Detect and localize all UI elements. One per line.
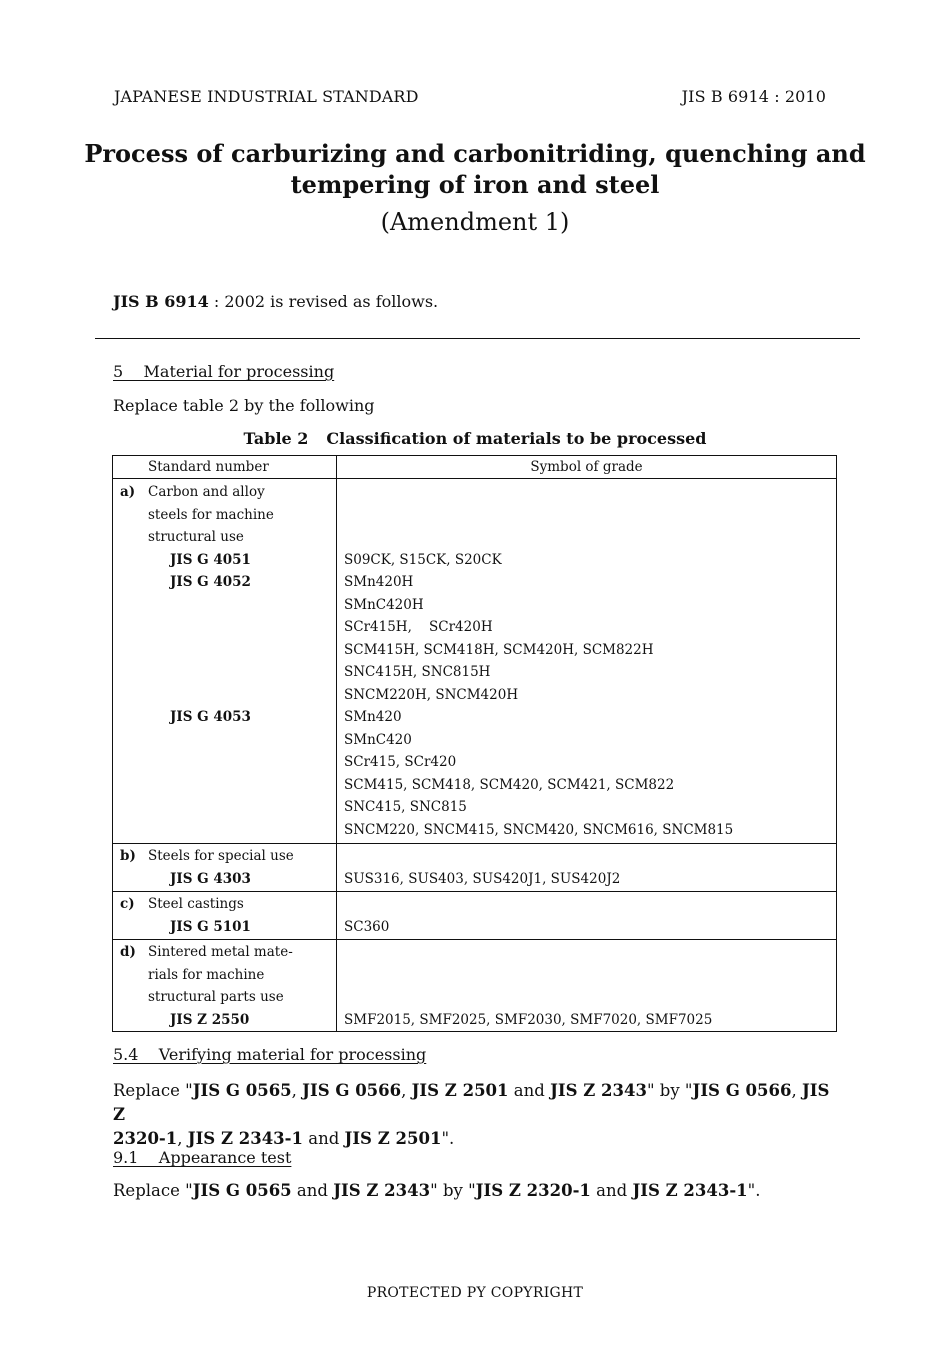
table-row-group-d: [113, 940, 837, 1032]
text-run: ,: [291, 1081, 303, 1100]
standard-ref: JIS G 0565: [192, 1081, 292, 1100]
group-a-desc-line: steels for machine: [148, 506, 274, 523]
text-run: and: [303, 1129, 345, 1148]
section-5-4-paragraph: [113, 1079, 838, 1151]
grade-symbols: SCr415, SCr420: [344, 754, 457, 770]
standard-jis-g-4051: JIS G 4051: [170, 551, 251, 568]
grade-symbols: SCM415H, SCM418H, SCM420H, SCM822H: [344, 641, 654, 658]
text-run: Replace ": [113, 1181, 193, 1200]
title-line-1: Process of carburizing and carbonitriding, quenching and: [84, 139, 866, 168]
title-line-2: tempering of iron and steel: [290, 170, 660, 199]
copyright-footer: PROTECTED PY COPYRIGHT: [366, 1285, 584, 1301]
header-standard-name: JAPANESE INDUSTRIAL STANDARD: [114, 87, 419, 106]
header-standard-code: JIS B 6914 : 2010: [681, 87, 826, 106]
section-9-1-paragraph: [113, 1181, 761, 1200]
grade-symbols: SNCM220, SNCM415, SNCM420, SNCM616, SNCM815: [344, 821, 734, 838]
table-caption-number: Table 2: [243, 429, 309, 448]
table-caption-text: Classification of materials to be processed: [326, 429, 707, 448]
text-run: " by ": [646, 1081, 693, 1100]
standard-ref: JIS Z 2501: [344, 1129, 442, 1148]
standard-ref: 2320-1: [113, 1129, 178, 1148]
group-c-desc: Steel castings: [148, 896, 244, 912]
table-row-group-a: [113, 479, 837, 844]
text-run: ,: [791, 1081, 802, 1100]
col-header-standard-number: Standard number: [113, 456, 337, 479]
intro-code: JIS B 6914: [113, 292, 209, 311]
col-header-symbol-of-grade: Symbol of grade: [337, 456, 837, 479]
grade-symbols: SMn420: [344, 709, 402, 725]
text-run: and: [590, 1181, 633, 1200]
standard-ref: JIS Z 2320-1: [475, 1181, 591, 1200]
section-5-heading: 5 Material for processing: [113, 362, 335, 381]
text-run: and: [508, 1081, 551, 1100]
text-run: ".: [441, 1129, 455, 1148]
grade-symbols: SUS316, SUS403, SUS420J1, SUS420J2: [344, 870, 621, 887]
grade-symbols: SNC415H, SNC815H: [344, 664, 491, 680]
standard-ref: JIS Z: [113, 1081, 830, 1124]
grade-symbols: SC360: [344, 918, 390, 935]
standard-jis-g-4053: JIS G 4053: [170, 709, 251, 725]
title-amendment: (Amendment 1): [380, 208, 570, 236]
section-5-text: Replace table 2 by the following: [113, 396, 375, 415]
grade-symbols: SMF2015, SMF2025, SMF2030, SMF7020, SMF7025: [344, 1011, 713, 1028]
text-run: Replace ": [113, 1081, 193, 1100]
standard-jis-g-4303: JIS G 4303: [170, 870, 251, 887]
text-run: ".: [747, 1181, 761, 1200]
standard-ref: JIS G 0565: [192, 1181, 292, 1200]
group-b-label: b): [120, 848, 136, 864]
grade-symbols: S09CK, S15CK, S20CK: [344, 551, 502, 568]
grade-symbols: SMnC420: [344, 731, 412, 748]
intro-paragraph: [113, 292, 438, 311]
standard-ref: JIS Z 2501: [411, 1081, 509, 1100]
section-5-4-heading: 5.4 Verifying material for processing: [113, 1045, 427, 1064]
standard-ref: JIS Z 2343: [333, 1181, 431, 1200]
group-a-label: a): [120, 484, 136, 500]
grade-symbols: SMn420H: [344, 574, 414, 590]
group-d-desc-line: rials for machine: [148, 966, 265, 983]
standard-ref: JIS G 0566: [692, 1081, 792, 1100]
standard-ref: JIS Z 2343: [550, 1081, 647, 1100]
table-caption: [0, 429, 950, 448]
group-c-label: c): [120, 896, 135, 912]
text-run: " by ": [430, 1181, 476, 1200]
table-row-group-c: [113, 892, 837, 940]
text-run: and: [291, 1181, 334, 1200]
group-d-desc-line: Sintered metal mate-: [148, 944, 293, 960]
group-a-desc-line: Carbon and alloy: [148, 484, 265, 500]
standard-ref: JIS Z 2343-1: [187, 1129, 303, 1148]
group-d-label: d): [120, 944, 136, 960]
group-b-desc: Steels for special use: [148, 848, 294, 864]
standard-ref: JIS G 0566: [302, 1081, 402, 1100]
grade-symbols: SCr415H, SCr420H: [344, 619, 493, 635]
standard-ref: JIS Z 2343-1: [632, 1181, 748, 1200]
text-run: ,: [177, 1129, 188, 1148]
group-d-desc-line: structural parts use: [148, 989, 284, 1005]
intro-text: : 2002 is revised as follows.: [208, 292, 439, 311]
grade-symbols: SNCM220H, SNCM420H: [344, 686, 519, 703]
group-a-desc-line: structural use: [148, 529, 244, 545]
text-run: ,: [401, 1081, 412, 1100]
materials-table: [112, 455, 837, 1032]
grade-symbols: SCM415, SCM418, SCM420, SCM421, SCM822: [344, 776, 675, 793]
standard-jis-g-4052: JIS G 4052: [170, 574, 251, 590]
grade-symbols: SNC415, SNC815: [344, 799, 467, 815]
section-9-1-heading: 9.1 Appearance test: [113, 1148, 292, 1167]
grade-symbols: SMnC420H: [344, 596, 424, 613]
horizontal-divider: [95, 338, 860, 339]
standard-jis-g-5101: JIS G 5101: [170, 918, 251, 935]
standard-jis-z-2550: JIS Z 2550: [170, 1011, 250, 1028]
table-row-group-b: [113, 844, 837, 892]
table-header-row: [113, 456, 837, 479]
